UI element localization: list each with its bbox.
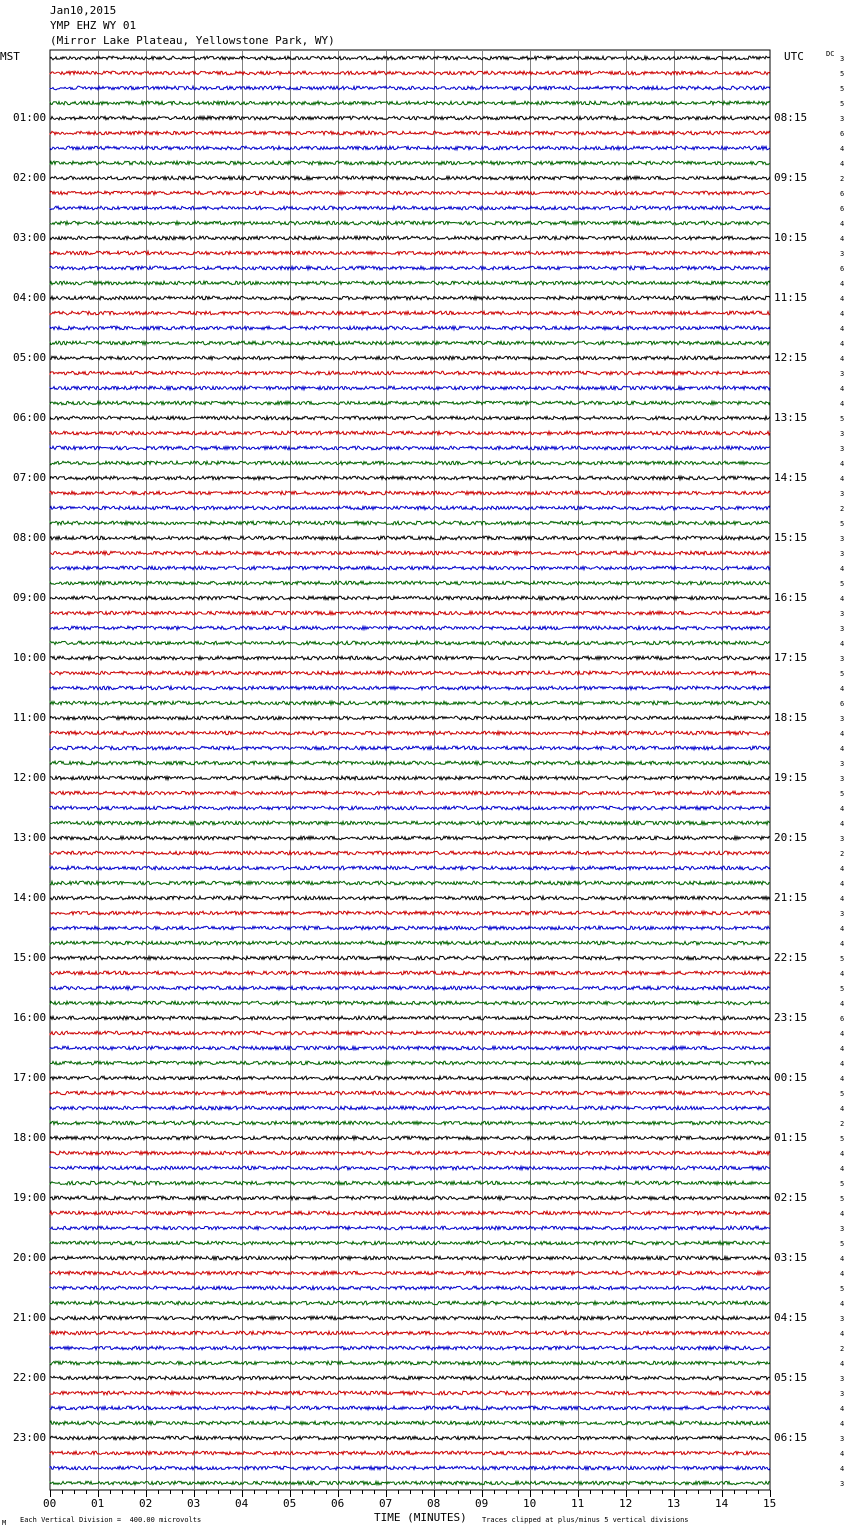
trace-row <box>50 731 770 735</box>
left-hour-label: 04:00 <box>13 291 47 304</box>
trace-row <box>50 71 770 75</box>
trace-row <box>50 101 770 105</box>
dc-offset-label: 2 <box>840 505 845 513</box>
dc-offset-label: 4 <box>840 1330 845 1338</box>
left-hour-label: 18:00 <box>13 1131 47 1144</box>
dc-offset-label: 4 <box>840 325 845 333</box>
trace-row <box>50 896 770 900</box>
trace-row <box>50 566 770 570</box>
trace-row <box>50 536 770 540</box>
dc-offset-label: 2 <box>840 175 845 183</box>
dc-offset-label: 4 <box>840 1045 845 1053</box>
dc-offset-label: 4 <box>840 925 845 933</box>
dc-offset-label: 5 <box>840 520 845 528</box>
left-hour-label: 14:00 <box>13 891 47 904</box>
right-hour-label: 13:15 <box>774 411 808 424</box>
dc-offset-label: 3 <box>840 1480 845 1488</box>
left-hour-label: 22:00 <box>13 1371 47 1384</box>
trace-row <box>50 1121 770 1125</box>
x-tick-label: 13 <box>667 1497 681 1510</box>
trace-row <box>50 821 770 825</box>
trace-row <box>50 206 770 210</box>
right-hour-label: 05:15 <box>774 1371 808 1384</box>
dc-offset-label: 4 <box>840 940 845 948</box>
dc-offset-label: 5 <box>840 415 845 423</box>
x-tick-label: 08 <box>427 1497 441 1510</box>
trace-row <box>50 266 770 270</box>
vertical-division-note: Each Vertical Division = 400.00 microvolts <box>20 1516 202 1524</box>
right-timezone-label: UTC <box>784 50 804 63</box>
trace-row <box>50 191 770 195</box>
trace-row <box>50 221 770 225</box>
dc-offset-label: 6 <box>840 700 845 708</box>
x-tick-label: 02 <box>139 1497 153 1510</box>
trace-row <box>50 116 770 120</box>
x-tick-label: 04 <box>235 1497 249 1510</box>
dc-offset-label: 3 <box>840 760 845 768</box>
x-tick-label: 01 <box>91 1497 105 1510</box>
dc-offset-label: 3 <box>840 610 845 618</box>
right-hour-label: 12:15 <box>774 351 808 364</box>
trace-row <box>50 851 770 855</box>
dc-offset-label: 4 <box>840 820 845 828</box>
dc-offset-label: 4 <box>840 1060 845 1068</box>
trace-row <box>50 371 770 375</box>
trace-row <box>50 1376 770 1380</box>
dc-offset-label: 4 <box>840 160 845 168</box>
dc-offset-label: 3 <box>840 835 845 843</box>
trace-row <box>50 581 770 585</box>
trace-row <box>50 686 770 690</box>
dc-offset-label: 6 <box>840 265 845 273</box>
trace-row <box>50 146 770 150</box>
trace-row <box>50 1286 770 1290</box>
station-code: YMP EHZ WY 01 <box>50 19 137 32</box>
left-hour-label: 16:00 <box>13 1011 47 1024</box>
x-tick-label: 07 <box>379 1497 393 1510</box>
dc-offset-label: 4 <box>840 1150 845 1158</box>
dc-offset-label: 4 <box>840 1360 845 1368</box>
right-hour-label: 02:15 <box>774 1191 808 1204</box>
trace-row <box>50 791 770 795</box>
trace-row <box>50 281 770 285</box>
trace-row <box>50 86 770 90</box>
trace-row <box>50 671 770 675</box>
dc-offset-label: 4 <box>840 565 845 573</box>
trace-row <box>50 1091 770 1095</box>
x-tick-label: 12 <box>619 1497 633 1510</box>
trace-row <box>50 1061 770 1065</box>
trace-row <box>50 941 770 945</box>
x-tick-label: 11 <box>571 1497 585 1510</box>
dc-offset-label: 4 <box>840 1420 845 1428</box>
trace-row <box>50 1106 770 1110</box>
dc-offset-label: 5 <box>840 1195 845 1203</box>
right-hour-label: 04:15 <box>774 1311 808 1324</box>
dc-offset-label: 3 <box>840 115 845 123</box>
trace-row <box>50 1391 770 1395</box>
right-hour-label: 18:15 <box>774 711 808 724</box>
dc-offset-label: 5 <box>840 70 845 78</box>
dc-offset-label: 4 <box>840 1450 845 1458</box>
x-tick-label: 15 <box>763 1497 777 1510</box>
left-hour-label: 11:00 <box>13 711 47 724</box>
corner-mark: M <box>2 1519 7 1527</box>
right-hour-label: 17:15 <box>774 651 808 664</box>
dc-offset-label: 4 <box>840 295 845 303</box>
trace-row <box>50 1436 770 1440</box>
dc-offset-label: 6 <box>840 205 845 213</box>
dc-offset-label: 3 <box>840 445 845 453</box>
right-hour-label: 14:15 <box>774 471 808 484</box>
trace-row <box>50 476 770 480</box>
trace-row <box>50 866 770 870</box>
left-hour-label: 15:00 <box>13 951 47 964</box>
dc-offset-label: 5 <box>840 985 845 993</box>
dc-offset-label: 3 <box>840 715 845 723</box>
trace-row <box>50 596 770 600</box>
trace-row <box>50 986 770 990</box>
trace-row <box>50 56 770 60</box>
x-tick-label: 14 <box>715 1497 729 1510</box>
dc-offset-label: 3 <box>840 370 845 378</box>
dc-offset-label: 4 <box>840 475 845 483</box>
trace-row <box>50 641 770 645</box>
dc-offset-header: DC <box>826 50 835 58</box>
left-hour-label: 06:00 <box>13 411 47 424</box>
dc-offset-label: 4 <box>840 1165 845 1173</box>
trace-row <box>50 386 770 390</box>
trace-row <box>50 626 770 630</box>
trace-row <box>50 1271 770 1275</box>
left-hour-label: 08:00 <box>13 531 47 544</box>
trace-row <box>50 506 770 510</box>
dc-offset-label: 4 <box>840 400 845 408</box>
trace-row <box>50 296 770 300</box>
dc-offset-label: 4 <box>840 1030 845 1038</box>
x-tick-label: 09 <box>475 1497 489 1510</box>
trace-row <box>50 911 770 915</box>
left-hour-label: 05:00 <box>13 351 47 364</box>
left-hour-label: 07:00 <box>13 471 47 484</box>
dc-offset-label: 4 <box>840 1255 845 1263</box>
dc-offset-label: 6 <box>840 190 845 198</box>
trace-row <box>50 326 770 330</box>
dc-offset-label: 5 <box>840 1285 845 1293</box>
dc-offset-label: 4 <box>840 355 845 363</box>
dc-offset-label: 3 <box>840 1435 845 1443</box>
dc-offset-label: 3 <box>840 430 845 438</box>
right-hour-label: 21:15 <box>774 891 808 904</box>
trace-row <box>50 1016 770 1020</box>
trace-row <box>50 1196 770 1200</box>
trace-row <box>50 806 770 810</box>
left-hour-label: 10:00 <box>13 651 47 664</box>
dc-offset-label: 4 <box>840 1075 845 1083</box>
trace-row <box>50 776 770 780</box>
trace-row <box>50 1076 770 1080</box>
trace-row <box>50 356 770 360</box>
dc-offset-label: 4 <box>840 1405 845 1413</box>
left-hour-label: 02:00 <box>13 171 47 184</box>
left-hour-label: 23:00 <box>13 1431 47 1444</box>
right-hour-label: 15:15 <box>774 531 808 544</box>
trace-row <box>50 1331 770 1335</box>
dc-offset-label: 3 <box>840 910 845 918</box>
trace-row <box>50 1166 770 1170</box>
right-hour-label: 06:15 <box>774 1431 808 1444</box>
dc-offset-label: 2 <box>840 1120 845 1128</box>
dc-offset-label: 6 <box>840 1015 845 1023</box>
dc-offset-label: 2 <box>840 850 845 858</box>
right-hour-label: 09:15 <box>774 171 808 184</box>
dc-offset-label: 4 <box>840 310 845 318</box>
left-hour-label: 03:00 <box>13 231 47 244</box>
dc-offset-label: 3 <box>840 55 845 63</box>
trace-row <box>50 611 770 615</box>
dc-offset-label: 5 <box>840 85 845 93</box>
trace-row <box>50 461 770 465</box>
dc-offset-label: 4 <box>840 685 845 693</box>
trace-row <box>50 1361 770 1365</box>
dc-offset-label: 4 <box>840 235 845 243</box>
trace-row <box>50 1466 770 1470</box>
x-tick-label: 03 <box>187 1497 201 1510</box>
trace-row <box>50 701 770 705</box>
x-tick-label: 00 <box>43 1497 57 1510</box>
right-hour-label: 00:15 <box>774 1071 808 1084</box>
right-hour-label: 01:15 <box>774 1131 808 1144</box>
left-timezone-label: MST <box>0 50 20 63</box>
dc-offset-label: 3 <box>840 1375 845 1383</box>
left-hour-label: 01:00 <box>13 111 47 124</box>
dc-offset-label: 4 <box>840 895 845 903</box>
trace-row <box>50 236 770 240</box>
trace-row <box>50 1046 770 1050</box>
clip-note: Traces clipped at plus/minus 5 vertical divisions <box>482 1516 689 1524</box>
trace-row <box>50 161 770 165</box>
trace-row <box>50 881 770 885</box>
trace-row <box>50 1136 770 1140</box>
dc-offset-label: 4 <box>840 460 845 468</box>
dc-offset-label: 3 <box>840 1315 845 1323</box>
dc-offset-label: 4 <box>840 640 845 648</box>
left-hour-label: 20:00 <box>13 1251 47 1264</box>
trace-row <box>50 761 770 765</box>
trace-row <box>50 311 770 315</box>
dc-offset-label: 5 <box>840 955 845 963</box>
trace-row <box>50 656 770 660</box>
trace-row <box>50 446 770 450</box>
dc-offset-label: 4 <box>840 1000 845 1008</box>
trace-row <box>50 551 770 555</box>
dc-offset-label: 3 <box>840 775 845 783</box>
right-hour-label: 08:15 <box>774 111 808 124</box>
dc-offset-label: 4 <box>840 1465 845 1473</box>
dc-offset-label: 5 <box>840 1135 845 1143</box>
trace-row <box>50 131 770 135</box>
dc-offset-label: 4 <box>840 1300 845 1308</box>
trace-row <box>50 1451 770 1455</box>
left-hour-label: 12:00 <box>13 771 47 784</box>
x-tick-label: 05 <box>283 1497 297 1510</box>
trace-row <box>50 431 770 435</box>
trace-row <box>50 836 770 840</box>
dc-offset-label: 4 <box>840 1270 845 1278</box>
dc-offset-label: 4 <box>840 970 845 978</box>
trace-row <box>50 1226 770 1230</box>
x-tick-label: 10 <box>523 1497 537 1510</box>
right-hour-label: 22:15 <box>774 951 808 964</box>
dc-offset-label: 4 <box>840 385 845 393</box>
dc-offset-label: 4 <box>840 220 845 228</box>
dc-offset-label: 5 <box>840 1180 845 1188</box>
dc-offset-label: 5 <box>840 670 845 678</box>
trace-row <box>50 1001 770 1005</box>
trace-row <box>50 1256 770 1260</box>
dc-offset-label: 4 <box>840 1105 845 1113</box>
dc-offset-label: 3 <box>840 535 845 543</box>
dc-offset-label: 4 <box>840 730 845 738</box>
x-tick-label: 06 <box>331 1497 345 1510</box>
left-hour-label: 21:00 <box>13 1311 47 1324</box>
trace-row <box>50 1316 770 1320</box>
dc-offset-label: 3 <box>840 490 845 498</box>
trace-row <box>50 1406 770 1410</box>
right-hour-label: 19:15 <box>774 771 808 784</box>
trace-row <box>50 1421 770 1425</box>
right-hour-label: 16:15 <box>774 591 808 604</box>
dc-offset-label: 5 <box>840 1240 845 1248</box>
dc-offset-label: 6 <box>840 130 845 138</box>
dc-offset-label: 4 <box>840 865 845 873</box>
trace-row <box>50 1241 770 1245</box>
dc-offset-label: 4 <box>840 805 845 813</box>
trace-row <box>50 956 770 960</box>
trace-row <box>50 416 770 420</box>
dc-offset-label: 2 <box>840 1345 845 1353</box>
dc-offset-label: 4 <box>840 880 845 888</box>
trace-row <box>50 971 770 975</box>
dc-offset-label: 4 <box>840 1210 845 1218</box>
trace-row <box>50 716 770 720</box>
left-hour-label: 09:00 <box>13 591 47 604</box>
right-hour-label: 10:15 <box>774 231 808 244</box>
dc-offset-label: 4 <box>840 280 845 288</box>
trace-row <box>50 1301 770 1305</box>
dc-offset-label: 3 <box>840 550 845 558</box>
trace-row <box>50 521 770 525</box>
dc-offset-label: 4 <box>840 745 845 753</box>
trace-row <box>50 926 770 930</box>
helicorder-date: Jan10,2015 <box>50 4 117 17</box>
dc-offset-label: 3 <box>840 1225 845 1233</box>
dc-offset-label: 3 <box>840 625 845 633</box>
right-hour-label: 03:15 <box>774 1251 808 1264</box>
trace-row <box>50 746 770 750</box>
dc-offset-label: 3 <box>840 1390 845 1398</box>
x-axis-title: TIME (MINUTES) <box>374 1511 467 1524</box>
right-hour-label: 23:15 <box>774 1011 808 1024</box>
trace-row <box>50 401 770 405</box>
trace-row <box>50 1346 770 1350</box>
dc-offset-label: 4 <box>840 145 845 153</box>
dc-offset-label: 5 <box>840 580 845 588</box>
dc-offset-label: 5 <box>840 1090 845 1098</box>
trace-row <box>50 1211 770 1215</box>
trace-row <box>50 491 770 495</box>
dc-offset-label: 5 <box>840 100 845 108</box>
dc-offset-label: 5 <box>840 790 845 798</box>
trace-row <box>50 1031 770 1035</box>
trace-row <box>50 1151 770 1155</box>
dc-offset-label: 3 <box>840 250 845 258</box>
right-hour-label: 20:15 <box>774 831 808 844</box>
dc-offset-label: 4 <box>840 340 845 348</box>
trace-row <box>50 1181 770 1185</box>
trace-row <box>50 251 770 255</box>
left-hour-label: 19:00 <box>13 1191 47 1204</box>
right-hour-label: 11:15 <box>774 291 808 304</box>
trace-row <box>50 1481 770 1485</box>
trace-row <box>50 176 770 180</box>
dc-offset-label: 3 <box>840 655 845 663</box>
station-location: (Mirror Lake Plateau, Yellowstone Park, WY) <box>50 34 335 47</box>
left-hour-label: 13:00 <box>13 831 47 844</box>
trace-row <box>50 341 770 345</box>
left-hour-label: 17:00 <box>13 1071 47 1084</box>
dc-offset-label: 4 <box>840 595 845 603</box>
